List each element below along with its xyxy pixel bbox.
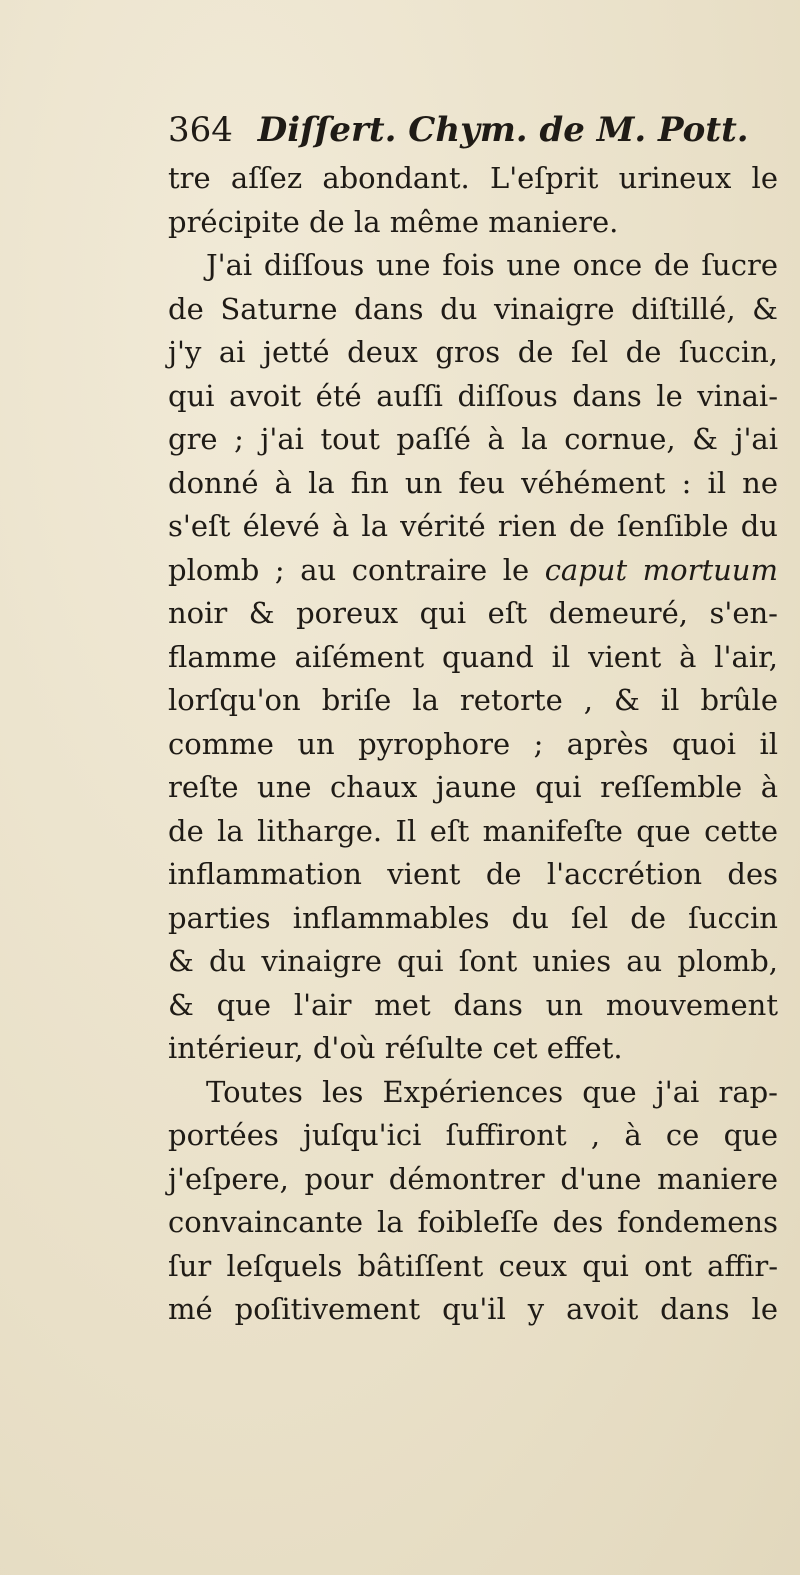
text-line: ſur leſquels bâtiſſent ceux qui ont affir- <box>168 1248 778 1283</box>
text-line: & du vinaigre qui ſont unies au plomb, <box>168 944 778 978</box>
text-line: noir & poreux qui eſt demeuré, s'en- <box>168 596 778 630</box>
text-line <box>168 548 778 592</box>
text-line: donné à la fin un feu véhément : il ne <box>168 465 778 500</box>
italic-phrase: caput mortuum <box>544 552 778 587</box>
text-line: parties inflammables du ſel de ſuccin <box>168 900 778 935</box>
text-line-segment: plomb ; au contraire le <box>168 552 545 587</box>
text-line: gre ; j'ai tout paſſé à la cornue, & j'ai <box>168 422 778 456</box>
running-title: Diſſert. Chym. de M. Pott. <box>257 110 749 150</box>
text-line: Toutes les Expériences que j'ai rap- <box>206 1074 778 1109</box>
text-line: J'ai diſſous une fois une once de ſucre <box>206 248 778 282</box>
text-line: de Saturne dans du vinaigre diſtillé, & <box>168 291 778 326</box>
text-line: précipite de la même maniere. <box>168 204 619 239</box>
text-line: & que l'air met dans un mouvement <box>168 987 778 1022</box>
text-line: j'eſpere, pour démontrer d'une maniere <box>168 1161 778 1196</box>
text-line: j'y ai jetté deux gros de ſel de ſuccin, <box>168 335 778 369</box>
text-line: mé poſitivement qu'il y avoit dans le <box>168 1292 778 1326</box>
text-line: reſte une chaux jaune qui reſſemble à <box>168 770 778 804</box>
text-line: comme un pyrophore ; après quoi il <box>168 726 778 761</box>
running-header <box>168 100 788 160</box>
text-line: intérieur, d'où réſulte cet effet. <box>168 1031 623 1065</box>
text-line: inflammation vient de l'accrétion des <box>168 857 778 891</box>
text-line: lorſqu'on briſe la retorte , & il brûle <box>168 683 778 717</box>
text-line: s'eſt élevé à la vérité rien de ſenſible du <box>168 509 778 543</box>
text-line: qui avoit été auſſi diſſous dans le vinai- <box>168 378 778 413</box>
text-line: flamme aiſément quand il vient à l'air, <box>168 639 778 674</box>
text-line: de la litharge. Il eſt manifeſte que cette <box>168 813 778 848</box>
page-number: 364 <box>168 110 233 150</box>
text-line: convaincante la foibleſſe des fondemens <box>168 1205 778 1239</box>
text-line: tre aſſez abondant. L'eſprit urineux le <box>168 161 778 195</box>
text-line: portées juſqu'ici ſuffiront , à ce que <box>168 1118 778 1152</box>
